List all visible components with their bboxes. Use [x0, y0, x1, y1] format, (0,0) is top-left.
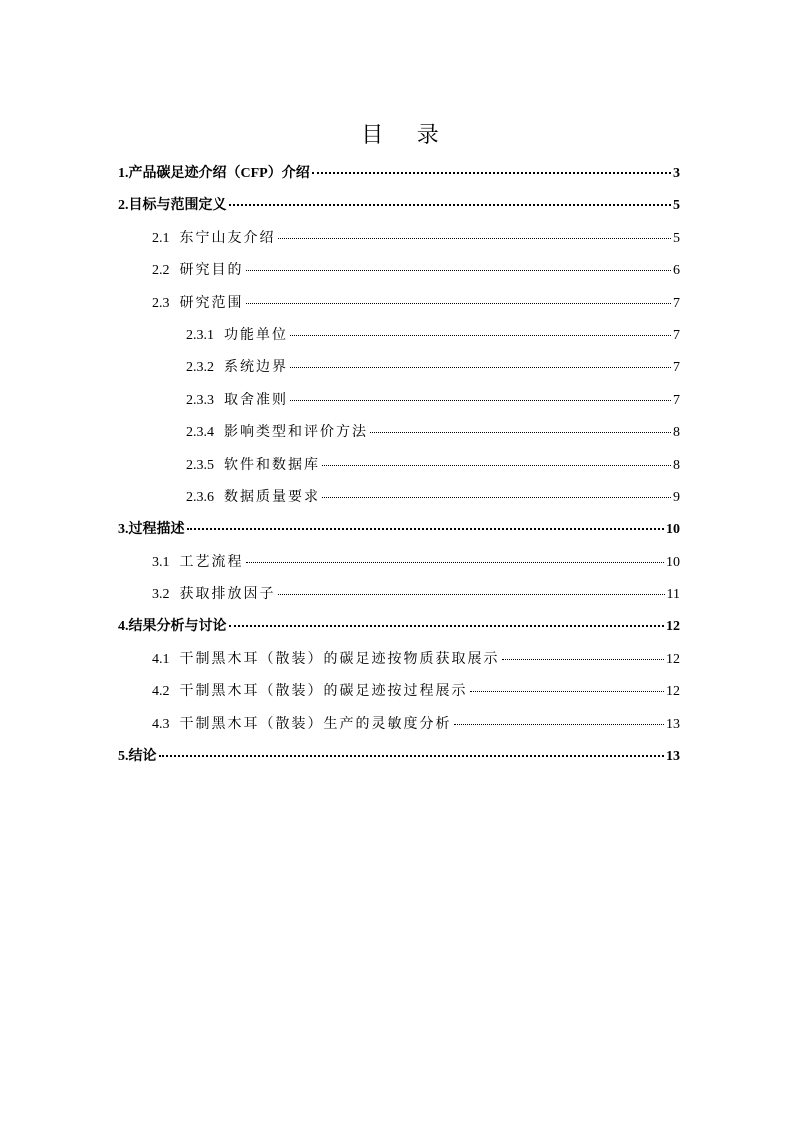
toc-dot-leader — [290, 400, 671, 401]
toc-entry-text: 干制黑木耳（散装）生产的灵敏度分析 — [179, 716, 452, 732]
toc-entry-text: 干制黑木耳（散装）的碳足迹按过程展示 — [179, 684, 468, 700]
toc-entry-number: 4.1 — [152, 651, 170, 667]
toc-entry-page-number: 3 — [673, 166, 680, 181]
toc-dot-leader — [502, 659, 665, 660]
toc-entry-page-number: 10 — [666, 522, 680, 538]
toc-entry-page-number: 5 — [673, 198, 680, 214]
toc-entry-page-number: 12 — [666, 619, 680, 635]
toc-entry-text: 影响类型和评价方法 — [224, 425, 368, 441]
toc-entry-text: 研究范围 — [179, 295, 244, 311]
toc-dot-leader — [470, 691, 665, 692]
table-of-contents — [118, 158, 680, 773]
toc-dot-leader — [246, 270, 672, 271]
toc-entry-number: 3. — [118, 522, 129, 538]
toc-entry[interactable] — [118, 741, 680, 773]
toc-entry-number: 2.1 — [152, 230, 170, 246]
toc-entry-page-number: 10 — [666, 554, 680, 570]
toc-entry[interactable] — [118, 547, 680, 579]
toc-entry-text: 系统边界 — [224, 360, 288, 376]
toc-entry-page-number: 8 — [673, 425, 680, 441]
toc-entry-number: 3.2 — [152, 587, 170, 603]
toc-entry-page-number: 12 — [666, 684, 680, 700]
toc-entry-page-number: 5 — [673, 230, 680, 246]
toc-entry[interactable] — [118, 514, 680, 546]
toc-entry[interactable] — [118, 320, 680, 352]
toc-entry-number: 3.1 — [152, 554, 170, 570]
toc-entry-text: 东宁山友介绍 — [179, 230, 276, 246]
toc-entry[interactable] — [118, 644, 680, 676]
toc-dot-leader — [159, 755, 665, 757]
toc-dot-leader — [187, 528, 665, 530]
toc-entry-number: 2.3.1 — [186, 327, 214, 343]
toc-entry-number: 4. — [118, 619, 129, 635]
toc-entry-text: 产品碳足迹介绍（CFP）介绍 — [128, 166, 310, 181]
toc-dot-leader — [370, 432, 671, 433]
toc-entry-text: 数据质量要求 — [224, 489, 320, 505]
toc-dot-leader — [229, 625, 665, 627]
toc-entry-text: 工艺流程 — [179, 554, 244, 570]
toc-entry-text: 取舍准则 — [224, 392, 288, 408]
toc-entry-number: 2.2 — [152, 263, 170, 279]
toc-dot-leader — [229, 204, 672, 206]
toc-entry-number: 2. — [118, 198, 129, 214]
toc-entry-page-number: 7 — [673, 327, 680, 343]
toc-entry-number: 2.3 — [152, 295, 170, 311]
toc-entry-text: 结果分析与讨论 — [128, 619, 227, 635]
toc-entry-page-number: 7 — [673, 295, 680, 311]
toc-entry-number: 1. — [118, 166, 129, 181]
toc-entry[interactable] — [118, 676, 680, 708]
toc-entry-page-number: 8 — [673, 457, 680, 473]
toc-entry[interactable] — [118, 190, 680, 222]
toc-entry[interactable] — [118, 223, 680, 255]
toc-title: 目 录 — [361, 122, 453, 147]
toc-entry[interactable] — [118, 352, 680, 384]
toc-dot-leader — [290, 335, 671, 336]
toc-entry-text: 获取排放因子 — [179, 587, 276, 603]
toc-entry-text: 过程描述 — [128, 522, 185, 538]
toc-entry-number: 2.3.6 — [186, 489, 214, 505]
toc-dot-leader — [322, 497, 671, 498]
toc-entry-number: 4.3 — [152, 716, 170, 732]
toc-entry-page-number: 13 — [666, 716, 680, 732]
toc-entry-number: 2.3.3 — [186, 392, 214, 408]
toc-entry[interactable] — [118, 385, 680, 417]
toc-entry[interactable] — [118, 417, 680, 449]
toc-entry-text: 干制黑木耳（散装）的碳足迹按物质获取展示 — [179, 651, 500, 667]
toc-entry-page-number: 7 — [673, 392, 680, 408]
toc-entry[interactable] — [118, 611, 680, 643]
toc-entry-text: 功能单位 — [224, 327, 288, 343]
toc-entry-text: 目标与范围定义 — [128, 198, 227, 214]
toc-entry-page-number: 9 — [673, 489, 680, 505]
toc-entry-page-number: 13 — [666, 749, 680, 765]
toc-entry[interactable] — [118, 709, 680, 741]
toc-dot-leader — [290, 367, 671, 368]
toc-dot-leader — [322, 465, 671, 466]
toc-entry-text: 研究目的 — [179, 263, 244, 279]
toc-entry-page-number: 6 — [673, 263, 680, 279]
toc-entry[interactable] — [118, 158, 680, 190]
toc-entry-number: 2.3.4 — [186, 425, 214, 441]
toc-entry-text: 结论 — [128, 749, 157, 765]
toc-entry-page-number: 12 — [666, 651, 680, 667]
toc-entry-text: 软件和数据库 — [224, 457, 320, 473]
toc-dot-leader — [278, 238, 672, 239]
toc-entry-number: 2.3.5 — [186, 457, 214, 473]
toc-dot-leader — [312, 172, 671, 174]
toc-entry-number: 5. — [118, 749, 129, 765]
toc-entry[interactable] — [118, 579, 680, 611]
toc-entry[interactable] — [118, 450, 680, 482]
toc-entry[interactable] — [118, 288, 680, 320]
toc-entry-number: 2.3.2 — [186, 360, 214, 376]
toc-entry-page-number: 7 — [673, 360, 680, 376]
toc-entry-page-number: 11 — [666, 587, 680, 603]
toc-entry[interactable] — [118, 482, 680, 514]
toc-dot-leader — [454, 724, 665, 725]
toc-entry[interactable] — [118, 255, 680, 287]
toc-dot-leader — [246, 562, 665, 563]
toc-dot-leader — [278, 594, 665, 595]
toc-dot-leader — [246, 303, 672, 304]
toc-entry-number: 4.2 — [152, 684, 170, 700]
